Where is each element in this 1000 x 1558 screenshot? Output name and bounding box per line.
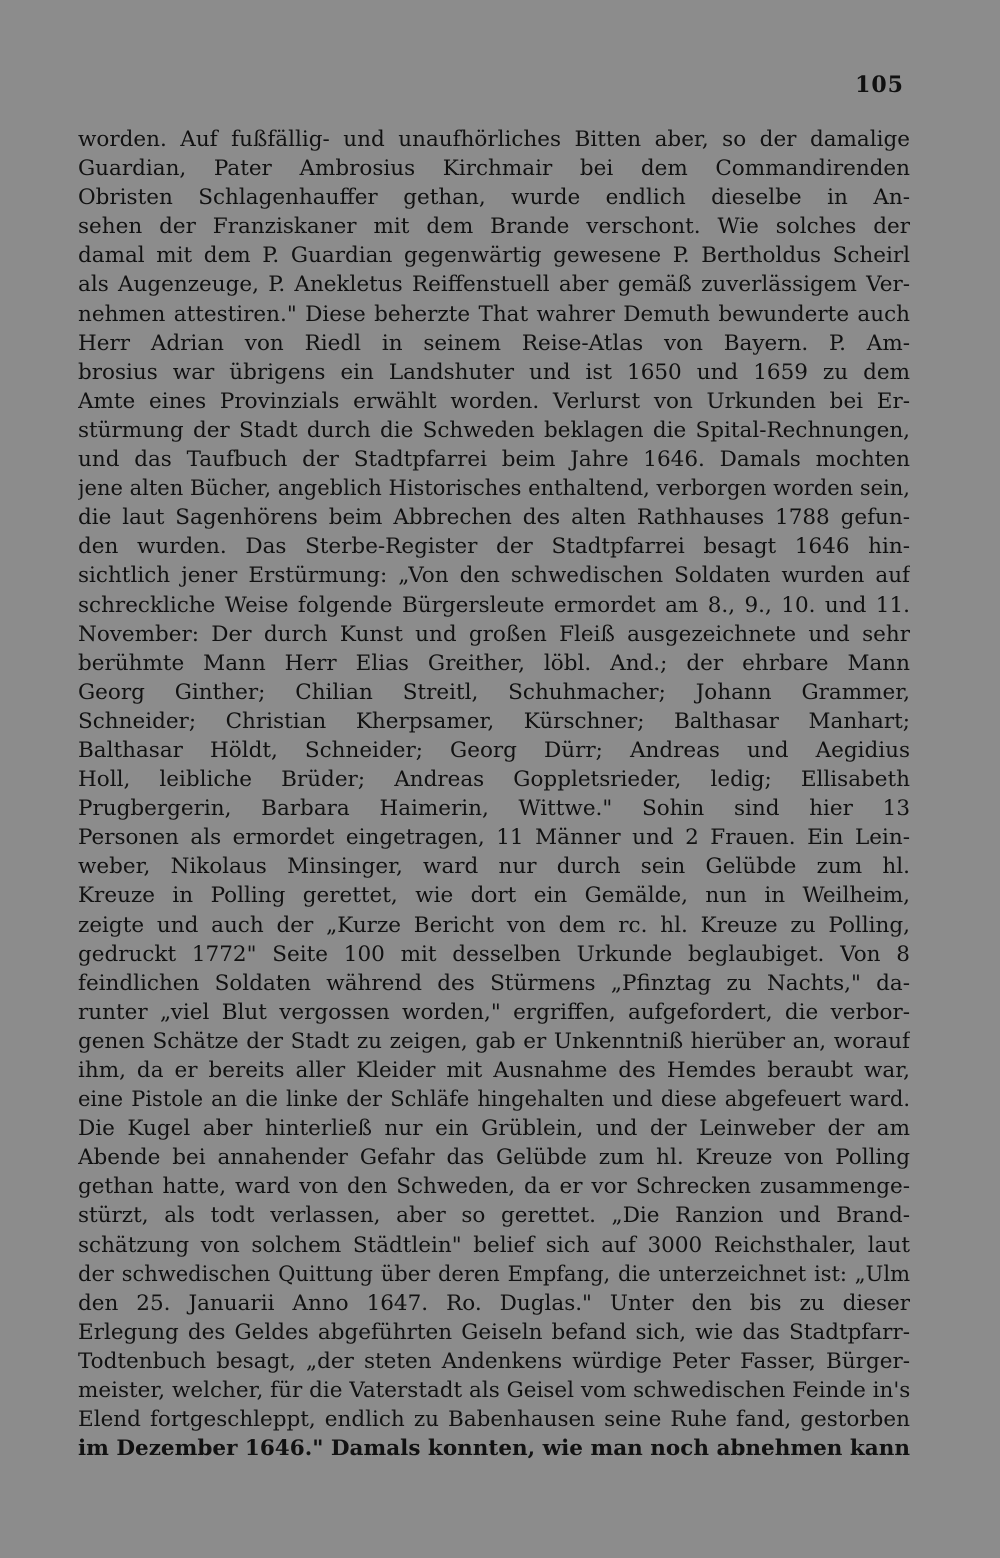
text-line: gedruckt 1772" Seite 100 mit desselben Urkunde beglaubiget. Von 8	[78, 941, 910, 967]
text-line: den 25. Januarii Anno 1647. Ro. Duglas." Unter den bis zu dieser	[78, 1290, 910, 1316]
text-line: Balthasar Höldt, Schneider; Georg Dürr; Andreas und Aegidius	[78, 737, 910, 763]
text-line: meister, welcher, für die Vaterstadt als Geisel vom schwedischen Feinde in's	[78, 1378, 910, 1404]
text-line: eine Pistole an die linke der Schläfe hingehalten und diese abgefeuert ward.	[78, 1087, 910, 1112]
text-line: genen Schätze der Stadt zu zeigen, gab er Unkenntniß hierüber an, worauf	[78, 1028, 910, 1054]
text-line: Kreuze in Polling gerettet, wie dort ein Gemälde, nun in Weilheim,	[78, 883, 910, 909]
text-line: brosius war übrigens ein Landshuter und ist 1650 und 1659 zu dem	[78, 359, 910, 385]
text-line: runter „viel Blut vergossen worden," ergriffen, aufgefordert, die verbor-	[78, 999, 910, 1025]
text-line: jene alten Bücher, angeblich Historisches enthaltend, verborgen worden sein,	[78, 476, 910, 501]
text-line: November: Der durch Kunst und großen Fleiß ausgezeichnete und sehr	[78, 621, 910, 647]
text-line: damal mit dem P. Guardian gegenwärtig gewesene P. Bertholdus Scheirl	[78, 243, 910, 269]
text-line: ihm, da er bereits aller Kleider mit Ausnahme des Hemdes beraubt war,	[78, 1058, 910, 1083]
body-text	[78, 125, 910, 1463]
text-line: und das Taufbuch der Stadtpfarrei beim Jahre 1646. Damals mochten	[78, 447, 910, 473]
page-number: 105	[855, 72, 904, 98]
text-line: stürmung der Stadt durch die Schweden beklagen die Spital-Rechnungen,	[78, 417, 910, 443]
text-line: Obristen Schlagenhauffer gethan, wurde endlich dieselbe in An-	[78, 185, 910, 211]
text-line: Holl, leibliche Brüder; Andreas Goppletsrieder, ledig; Ellisabeth	[78, 767, 910, 793]
text-line: schreckliche Weise folgende Bürgersleute ermordet am 8., 9., 10. und 11.	[78, 592, 910, 618]
text-line: Herr Adrian von Riedl in seinem Reise-Atlas von Bayern. P. Am-	[78, 330, 910, 356]
text-line: weber, Nikolaus Minsinger, ward nur durch sein Gelübde zum hl.	[78, 854, 910, 880]
text-line: den wurden. Das Sterbe-Register der Stadtpfarrei besagt 1646 hin-	[78, 534, 910, 560]
text-line: sichtlich jener Erstürmung: „Von den schwedischen Soldaten wurden auf	[78, 563, 910, 589]
text-line: feindlichen Soldaten während des Stürmens „Pfinztag zu Nachts," da-	[78, 970, 910, 996]
text-line: schätzung von solchem Städtlein" belief sich auf 3000 Reichsthaler, laut	[78, 1232, 910, 1258]
text-line: Abende bei annahender Gefahr das Gelübde zum hl. Kreuze von Polling	[78, 1145, 910, 1171]
text-line-last: im Dezember 1646." Damals konnten, wie man noch abnehmen kann	[78, 1436, 910, 1462]
text-line: sehen der Franziskaner mit dem Brande verschont. Wie solches der	[78, 214, 910, 240]
text-line: die laut Sagenhörens beim Abbrechen des alten Rathhauses 1788 gefun-	[78, 505, 910, 531]
text-line: berühmte Mann Herr Elias Greither, löbl. And.; der ehrbare Mann	[78, 650, 910, 676]
text-line: zeigte und auch der „Kurze Bericht von dem rc. hl. Kreuze zu Polling,	[78, 912, 910, 938]
text-line: Georg Ginther; Chilian Streitl, Schuhmacher; Johann Grammer,	[78, 679, 910, 705]
text-line: Amte eines Provinzials erwählt worden. Verlurst von Urkunden bei Er-	[78, 388, 910, 414]
text-line: Erlegung des Geldes abgeführten Geiseln befand sich, wie das Stadtpfarr-	[78, 1319, 910, 1345]
text-line: als Augenzeuge, P. Anekletus Reiffenstuell aber gemäß zuverlässigem Ver-	[78, 272, 910, 298]
text-line: nehmen attestiren." Diese beherzte That wahrer Demuth bewunderte auch	[78, 301, 910, 327]
text-line: Elend fortgeschleppt, endlich zu Babenhausen seine Ruhe fand, gestorben	[78, 1407, 910, 1433]
text-line: Personen als ermordet eingetragen, 11 Männer und 2 Frauen. Ein Lein-	[78, 825, 910, 851]
text-line: stürzt, als todt verlassen, aber so gerettet. „Die Ranzion und Brand-	[78, 1203, 910, 1229]
text-line: Todtenbuch besagt, „der steten Andenkens würdige Peter Fasser, Bürger-	[78, 1348, 910, 1374]
text-line: worden. Auf fußfällig- und unaufhörliches Bitten aber, so der damalige	[78, 127, 910, 152]
text-line: der schwedischen Quittung über deren Empfang, die unterzeichnet ist: „Ulm	[78, 1261, 910, 1286]
text-line: gethan hatte, ward von den Schweden, da er vor Schrecken zusammenge-	[78, 1174, 910, 1200]
text-line: Schneider; Christian Kherpsamer, Kürschner; Balthasar Manhart;	[78, 708, 910, 734]
text-line: Guardian, Pater Ambrosius Kirchmair bei dem Commandirenden	[78, 156, 910, 182]
text-line: Prugbergerin, Barbara Haimerin, Wittwe." Sohin sind hier 13	[78, 796, 910, 822]
text-line: Die Kugel aber hinterließ nur ein Grüblein, und der Leinweber der am	[78, 1116, 910, 1142]
